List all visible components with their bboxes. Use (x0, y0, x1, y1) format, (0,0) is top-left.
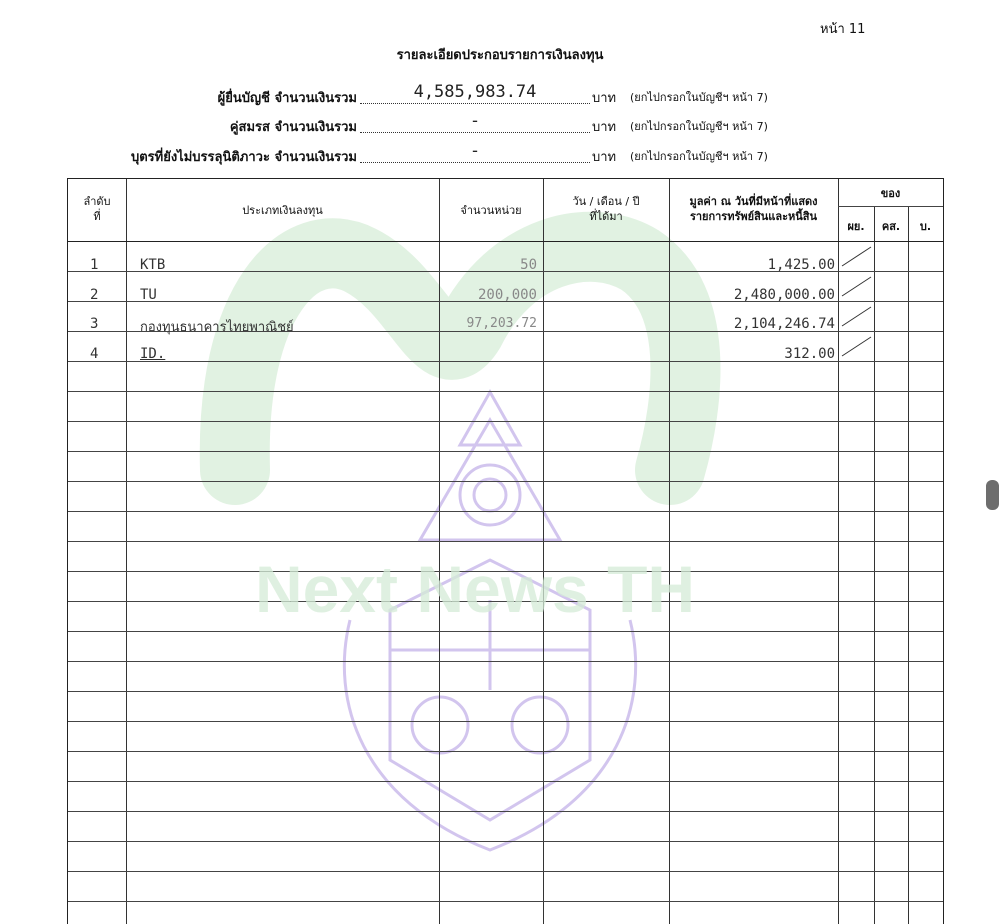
row-4-seq: 4 (90, 346, 99, 362)
row-1-type: KTB (140, 257, 166, 273)
summary-label: ผู้ยื่นบัญชี จำนวนเงินรวม (217, 91, 357, 106)
row-3-seq: 3 (90, 316, 99, 332)
summary-value: - (360, 142, 590, 163)
header-owner-child: บ. (919, 220, 932, 233)
table-row-line (68, 451, 943, 452)
row-4-type: ID. (140, 346, 166, 362)
row-2-type: TU (140, 287, 157, 303)
row-3-units: 97,203.72 (466, 316, 537, 331)
row-3-value: 2,104,246.74 (733, 316, 835, 332)
summary-note: (ยกไปกรอกในบัญชีฯ หน้า 7) (630, 91, 768, 104)
scrollbar-thumb[interactable] (986, 480, 999, 510)
table-row-line (68, 691, 943, 692)
header-value: มูลค่า ณ วันที่มีหน้าที่แสดง รายการทรัพย์สินและหนี้สิน (689, 195, 818, 223)
header-owner-filer: ผย. (847, 220, 865, 233)
table-row-line (68, 721, 943, 722)
table-row-line (68, 481, 943, 482)
header-seq: ลำดับ ที่ (83, 195, 111, 223)
owner-check-mark (839, 245, 873, 268)
table-row-line (68, 811, 943, 812)
page-number: หน้า 11 (820, 22, 866, 37)
table-row-line (68, 601, 943, 602)
document-title: รายละเอียดประกอบรายการเงินลงทุน (396, 48, 604, 63)
table-row-line (68, 841, 943, 842)
table-row-line (68, 541, 943, 542)
row-1-units: 50 (520, 257, 537, 273)
summary-label: คู่สมรส จำนวนเงินรวม (229, 120, 357, 135)
summary-row-filer (0, 83, 1000, 107)
summary-unit: บาท (592, 91, 617, 106)
row-1-value: 1,425.00 (767, 257, 835, 273)
table-row-line (68, 781, 943, 782)
investment-table (67, 178, 944, 924)
summary-row-spouse (0, 112, 1000, 136)
summary-note: (ยกไปกรอกในบัญชีฯ หน้า 7) (630, 150, 768, 163)
header-units: จำนวนหน่วย (460, 204, 522, 217)
row-2-value: 2,480,000.00 (733, 287, 835, 303)
summary-value: 4,585,983.74 (360, 83, 590, 104)
table-row-line (68, 511, 943, 512)
summary-row-child (0, 142, 1000, 166)
owner-check-mark (839, 275, 873, 298)
table-row-line (68, 571, 943, 572)
table-row-line (68, 751, 943, 752)
table-row-line (68, 421, 943, 422)
summary-label: บุตรที่ยังไม่บรรลุนิติภาวะ จำนวนเงินรวม (130, 150, 357, 165)
header-date: วัน / เดือน / ปี ที่ได้มา (572, 195, 640, 223)
table-row-line (68, 871, 943, 872)
watermark-label: Next News TH (254, 552, 696, 626)
table-row-line (68, 901, 943, 902)
header-owner-spouse: คส. (881, 220, 901, 233)
row-2-seq: 2 (90, 287, 99, 303)
table-row-line (68, 391, 943, 392)
row-3-type: กองทุนธนาคารไทยพาณิชย์ (140, 320, 294, 335)
owner-check-mark (839, 305, 873, 328)
summary-value: - (360, 112, 590, 133)
owner-check-mark (839, 335, 873, 358)
table-row-line (68, 661, 943, 662)
table-row-line (68, 631, 943, 632)
summary-unit: บาท (592, 150, 617, 165)
row-2-units: 200,000 (477, 287, 537, 303)
header-type: ประเภทเงินลงทุน (242, 204, 323, 217)
header-owner: ของ (880, 187, 901, 200)
summary-unit: บาท (592, 120, 617, 135)
row-4-value: 312.00 (784, 346, 835, 362)
row-1-seq: 1 (90, 257, 99, 273)
summary-note: (ยกไปกรอกในบัญชีฯ หน้า 7) (630, 120, 768, 133)
